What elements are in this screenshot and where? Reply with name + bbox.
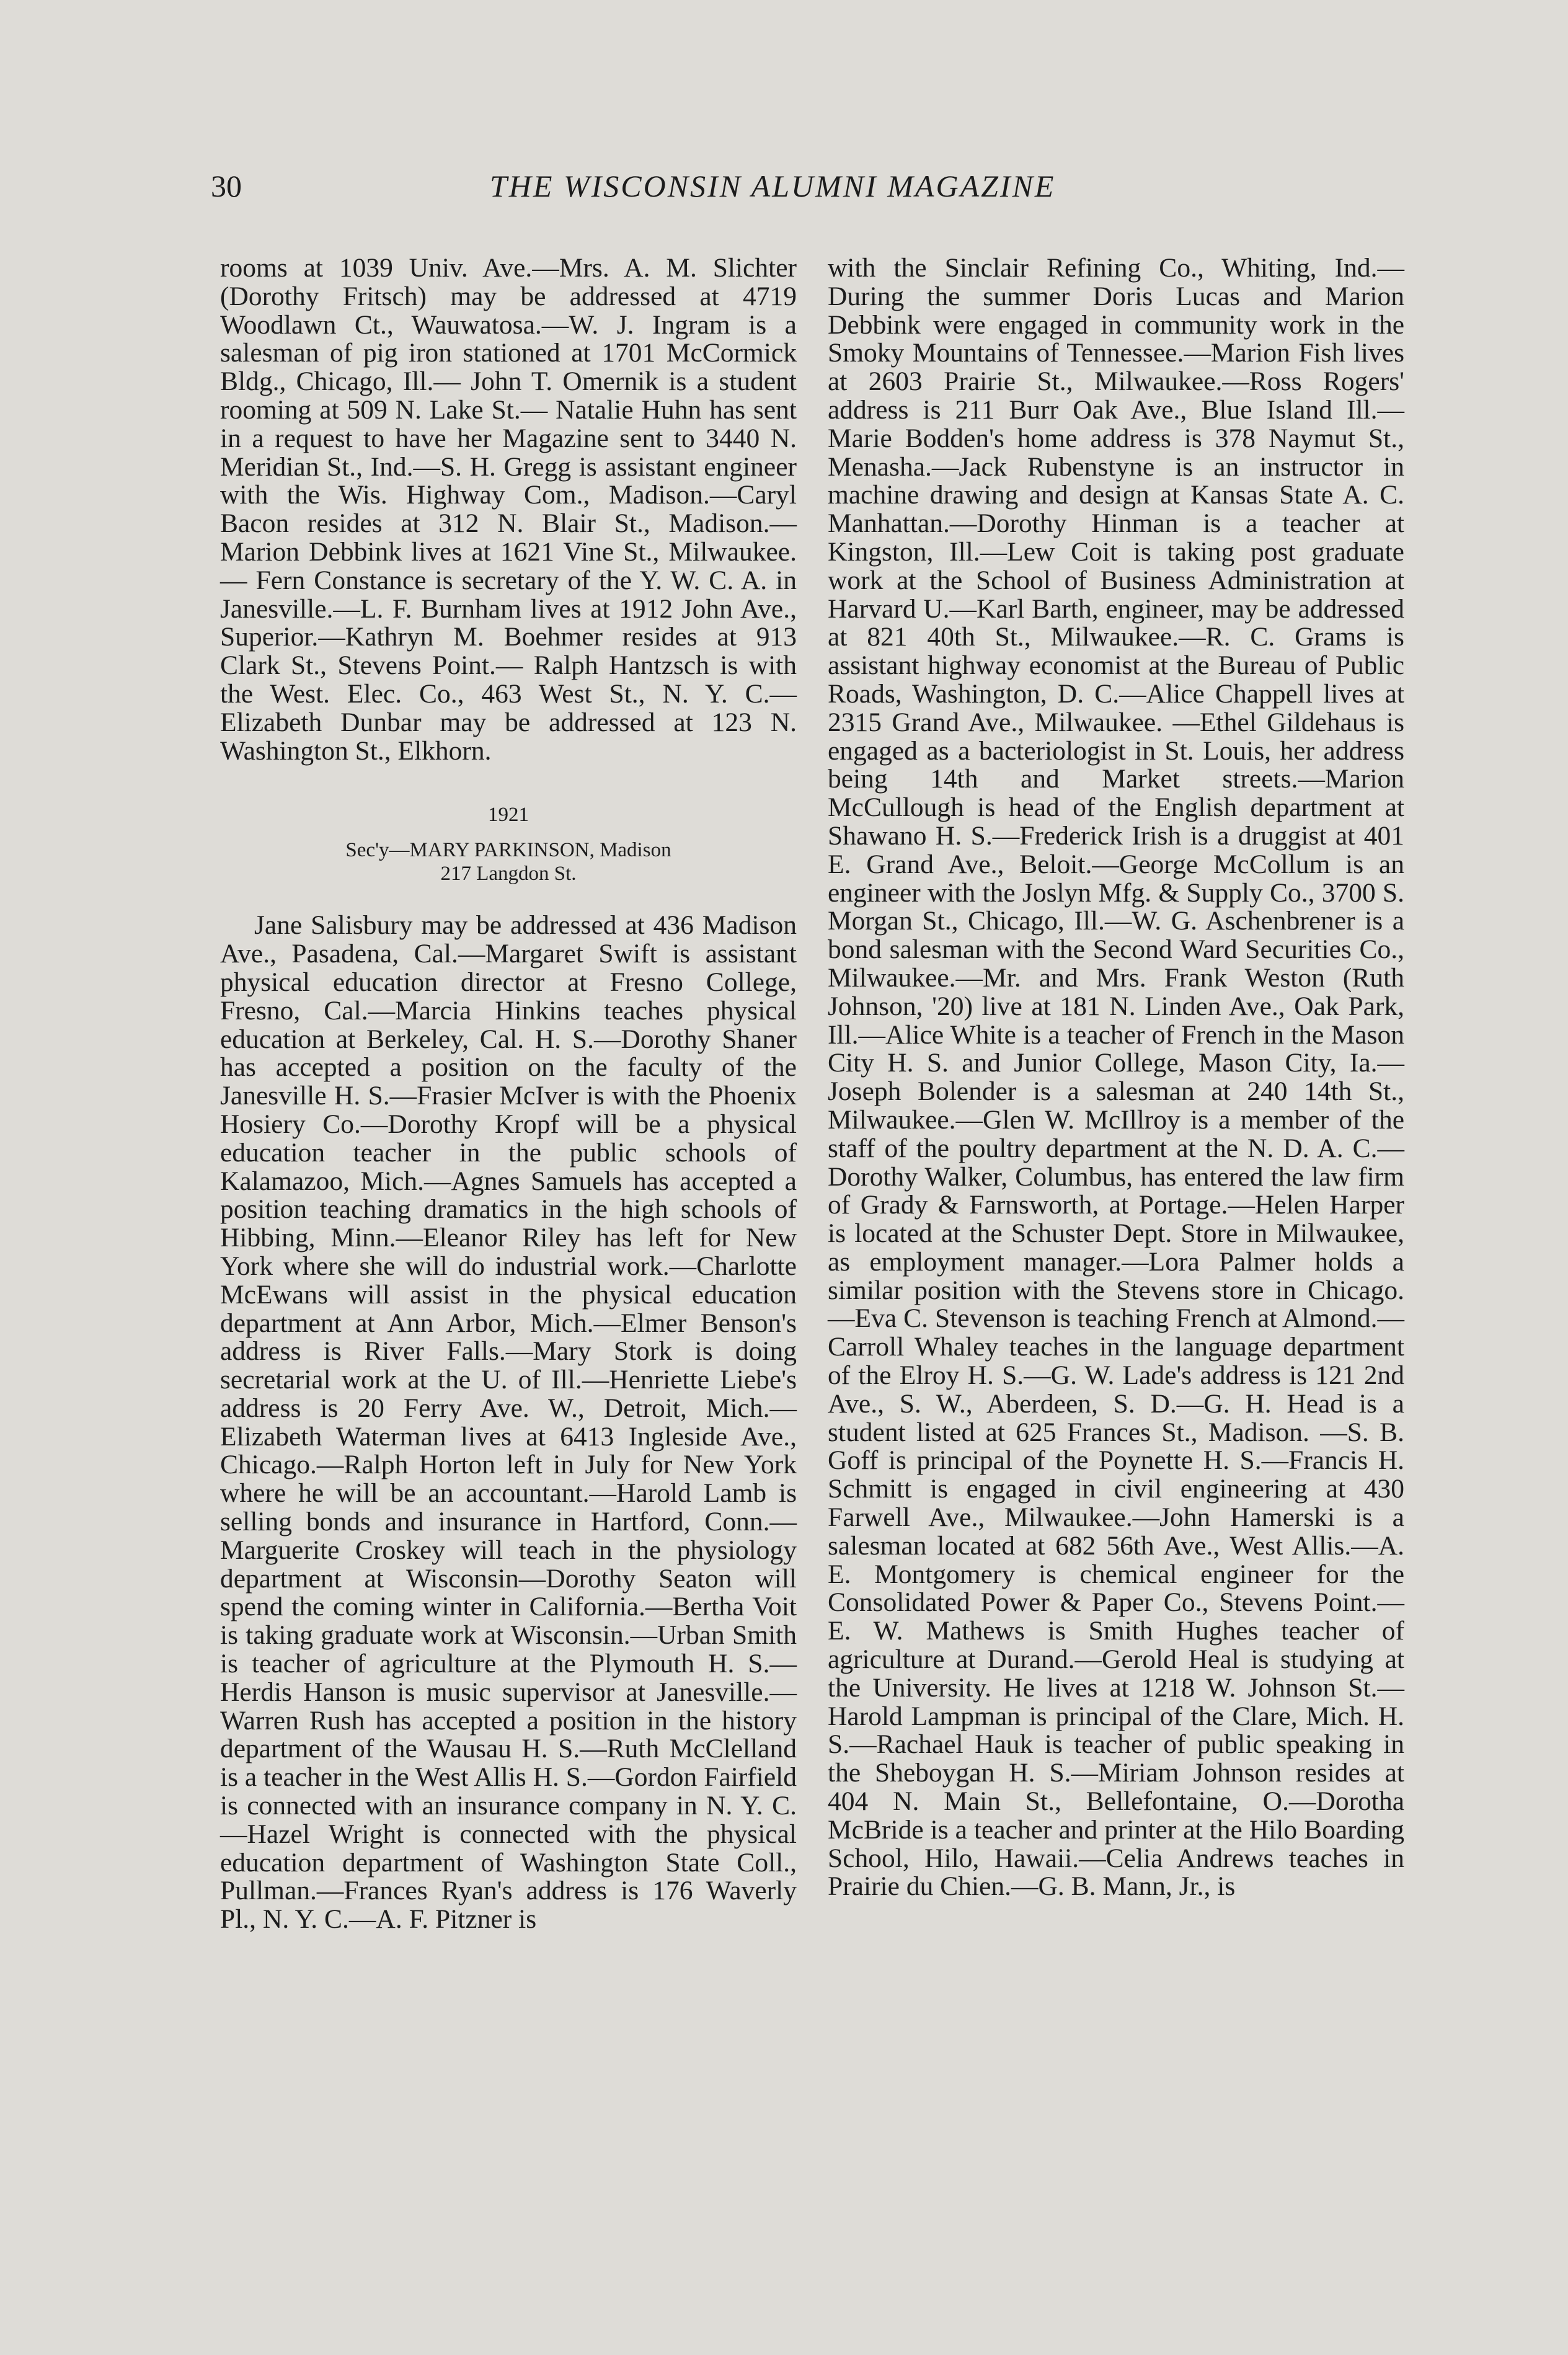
- class-notes-1921-continued: with the Sinclair Refining Co., Whiting, Ind.—During the summer Doris Lucas and Marion Debbink were engaged in community work in the Smoky Mountains of Tennessee.—Marion Fish lives at 2603 Prairie St., Milwaukee.—Ross Rogers' address is 211 Burr Oak Ave., Blue Island Ill.—Marie Bodden's home address is 378 Naymut St., Menasha.—Jack Rubenstyne is an instructor in machine drawing and design at Kansas State A. C. Manhattan.—Dorothy Hinman is a teacher at Kingston, Ill.—Lew Coit is taking post graduate work at the School of Business Administration at Harvard U.—Karl Barth, engineer, may be addressed at 821 40th St., Milwaukee.—R. C. Grams is assistant highway economist at the Bureau of Public Roads, Washington, D. C.—Alice Chappell lives at 2315 Grand Ave., Milwaukee. —Ethel Gildehaus is engaged as a bacteriologist in St. Louis, her address being 14th and Market streets.—Marion McCullough is head of the English department at Shawano H. S.—Frederick Irish is a druggist at 401 E. Grand Ave., Beloit.—George McCollum is an engineer with the Joslyn Mfg. & Supply Co., 3700 S. Morgan St., Chicago, Ill.—W. G. Aschenbrener is a bond salesman with the Second Ward Securities Co., Milwaukee.—Mr. and Mrs. Frank Weston (Ruth Johnson, '20) live at 181 N. Linden Ave., Oak Park, Ill.—Alice White is a teacher of French in the Mason City H. S. and Junior College, Mason City, Ia.—Joseph Bolender is a salesman at 240 14th St., Milwaukee.—Glen W. McIllroy is a member of the staff of the poultry department at the N. D. A. C.—Dorothy Walker, Columbus, has entered the law firm of Grady & Farnsworth, at Portage.—Helen Harper is located at the Schuster Dept. Store in Milwaukee, as employment manager.—Lora Palmer holds a similar position with the Stevens store in Chicago. —Eva C. Stevenson is teaching French at Almond.—Carroll Whaley teaches in the language department of the Elroy H. S.—G. W. Lade's address is 121 2nd Ave., S. W., Aberdeen, S. D.—G. H. Head is a student listed at 625 Frances St., Madison. —S. B. Goff is principal of the Poynette H. S.—Francis H. Schmitt is engaged in civil engineering at 430 Farwell Ave., Milwaukee.—John Hamerski is a salesman located at 682 56th Ave., West Allis.—A. E. Montgomery is chemical engineer for the Consolidated Power & Paper Co., Stevens Point.—E. W. Mathews is Smith Hughes teacher of agriculture at Durand.—Gerold Heal is studying at the University. He lives at 1218 W. Johnson St.—Harold Lampman is principal of the Clare, Mich. H. S.—Rachael Hauk is teacher of public speaking in the Sheboygan H. S.—Miriam Johnson resides at 404 N. Main St., Bellefontaine, O.—Dorotha McBride is a teacher and printer at the Hilo Boarding School, Hilo, Hawaii.—Celia Andrews teaches in Prairie du Chien.—G. B. Mann, Jr., is: [828, 253, 1404, 1902]
- class-year-heading: 1921: [488, 804, 529, 827]
- secretary-name: Sec'y—MARY PARKINSON, Madison: [345, 839, 671, 862]
- page-number: 30: [211, 169, 242, 203]
- left-column: [220, 254, 797, 1934]
- magazine-title: THE WISCONSIN ALUMNI MAGAZINE: [490, 169, 1056, 203]
- right-column: [828, 254, 1404, 1901]
- class-secretary: [220, 838, 797, 885]
- class-notes-1921: Jane Salisbury may be addressed at 436 Madison Ave., Pasadena, Cal.—Margaret Swift is assistant physical education director at Fresno College, Fresno, Cal.—Marcia Hinkins teaches physical education at Berkeley, Cal. H. S.—Dorothy Shaner has accepted a position on the faculty of the Janesville H. S.—Frasier McIver is with the Phoenix Hosiery Co.—Dorothy Kropf will be a physical education teacher in the public schools of Kalamazoo, Mich.—Agnes Samuels has accepted a position teaching dramatics in the high schools of Hibbing, Minn.—Eleanor Riley has left for New York where she will do industrial work.—Charlotte McEwans will assist in the physical education department at Ann Arbor, Mich.—Elmer Benson's address is River Falls.—Mary Stork is doing secretarial work at the U. of Ill.—Henriette Liebe's address is 20 Ferry Ave. W., Detroit, Mich.—Elizabeth Waterman lives at 6413 Ingleside Ave., Chicago.—Ralph Horton left in July for New York where he will be an accountant.—Harold Lamb is selling bonds and insurance in Hartford, Conn.—Marguerite Croskey will teach in the physiology department at Wisconsin—Dorothy Seaton will spend the coming winter in California.—Bertha Voit is taking graduate work at Wisconsin.—Urban Smith is teacher of agriculture at the Plymouth H. S.—Herdis Hanson is music supervisor at Janesville.—Warren Rush has accepted a position in the history department of the Wausau H. S.—Ruth McClelland is a teacher in the West Allis H. S.—Gordon Fairfield is connected with an insurance company in N. Y. C.—Hazel Wright is connected with the physical education department of Washington State Coll., Pullman.—Frances Ryan's address is 176 Waverly Pl., N. Y. C.—A. F. Pitzner is: [220, 910, 797, 1935]
- class-notes-continued: rooms at 1039 Univ. Ave.—Mrs. A. M. Slichter (Dorothy Fritsch) may be addressed at 4719 Woodlawn Ct., Wauwatosa.—W. J. Ingram is a salesman of pig iron stationed at 1701 McCormick Bldg., Chicago, Ill.— John T. Omernik is a student rooming at 509 N. Lake St.— Natalie Huhn has sent in a request to have her Magazine sent to 3440 N. Meridian St., Ind.—S. H. Gregg is assistant engineer with the Wis. Highway Com., Madison.—Caryl Bacon resides at 312 N. Blair St., Madison.— Marion Debbink lives at 1621 Vine St., Milwaukee.— Fern Constance is secretary of the Y. W. C. A. in Janesville.—L. F. Burnham lives at 1912 John Ave., Superior.—Kathryn M. Boehmer resides at 913 Clark St., Stevens Point.— Ralph Hantzsch is with the West. Elec. Co., 463 West St., N. Y. C.— Elizabeth Dunbar may be addressed at 123 N. Washington St., Elkhorn.: [220, 253, 797, 766]
- secretary-address: 217 Langdon St.: [440, 863, 577, 885]
- page-header: [211, 167, 1166, 217]
